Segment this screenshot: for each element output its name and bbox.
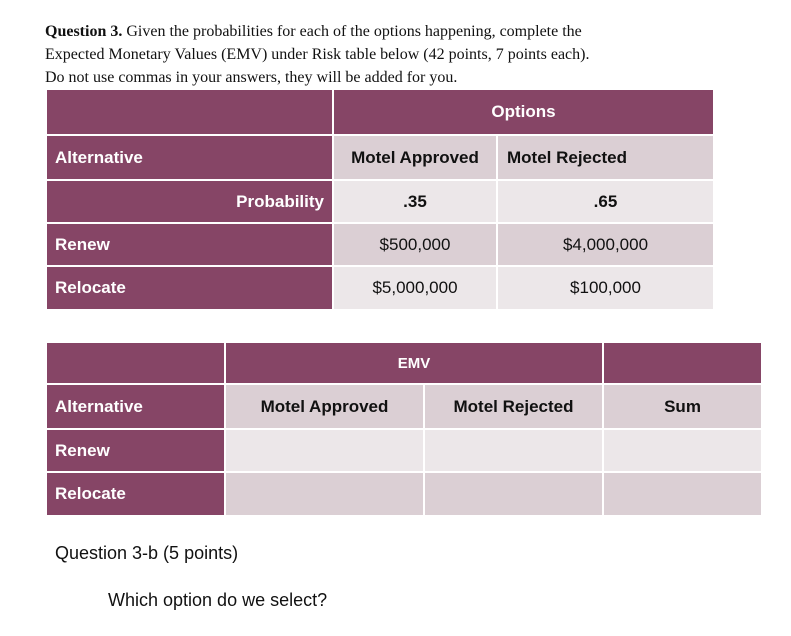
relocate-rejected-value: $100,000 bbox=[497, 266, 714, 310]
motel-rejected-header: Motel Rejected bbox=[497, 135, 714, 180]
empty-header-cell bbox=[46, 342, 225, 384]
relocate-emv-approved-input[interactable] bbox=[225, 472, 424, 516]
probability-approved: .35 bbox=[333, 180, 497, 223]
probability-label: Probability bbox=[46, 180, 333, 223]
renew-emv-rejected-input[interactable] bbox=[424, 429, 603, 472]
question-number: Question 3. bbox=[45, 23, 123, 40]
question-line-2: Expected Monetary Values (EMV) under Risk table below (42 points, 7 points each). bbox=[45, 46, 590, 63]
relocate-emv-rejected-input[interactable] bbox=[424, 472, 603, 516]
row-label-renew: Renew bbox=[46, 223, 333, 266]
empty-header-cell bbox=[603, 342, 762, 384]
alternative-header: Alternative bbox=[46, 384, 225, 429]
renew-rejected-value: $4,000,000 bbox=[497, 223, 714, 266]
options-header: Options bbox=[333, 89, 714, 135]
question-line-3: Do not use commas in your answers, they will be added for you. bbox=[45, 69, 458, 86]
motel-approved-header: Motel Approved bbox=[333, 135, 497, 180]
alternative-header: Alternative bbox=[46, 135, 333, 180]
question-3b-prompt: Which option do we select? bbox=[108, 590, 328, 610]
emv-sum-header: Sum bbox=[603, 384, 762, 429]
question-text bbox=[45, 20, 765, 89]
renew-emv-sum-input[interactable] bbox=[603, 429, 762, 472]
empty-header-cell bbox=[46, 89, 333, 135]
row-label-relocate: Relocate bbox=[46, 266, 333, 310]
renew-emv-approved-input[interactable] bbox=[225, 429, 424, 472]
emv-row-label-renew: Renew bbox=[46, 429, 225, 472]
relocate-approved-value: $5,000,000 bbox=[333, 266, 497, 310]
relocate-emv-sum-input[interactable] bbox=[603, 472, 762, 516]
question-3b-title: Question 3-b (5 points) bbox=[55, 543, 239, 563]
probability-rejected: .65 bbox=[497, 180, 714, 223]
renew-approved-value: $500,000 bbox=[333, 223, 497, 266]
emv-motel-approved-header: Motel Approved bbox=[225, 384, 424, 429]
emv-motel-rejected-header: Motel Rejected bbox=[424, 384, 603, 429]
question-line-1 bbox=[45, 20, 765, 43]
payoff-table bbox=[45, 88, 715, 311]
emv-row-label-relocate: Relocate bbox=[46, 472, 225, 516]
question-line-1-text: Given the probabilities for each of the options happening, complete the bbox=[122, 23, 582, 40]
emv-header: EMV bbox=[225, 342, 603, 384]
emv-table bbox=[45, 341, 763, 517]
